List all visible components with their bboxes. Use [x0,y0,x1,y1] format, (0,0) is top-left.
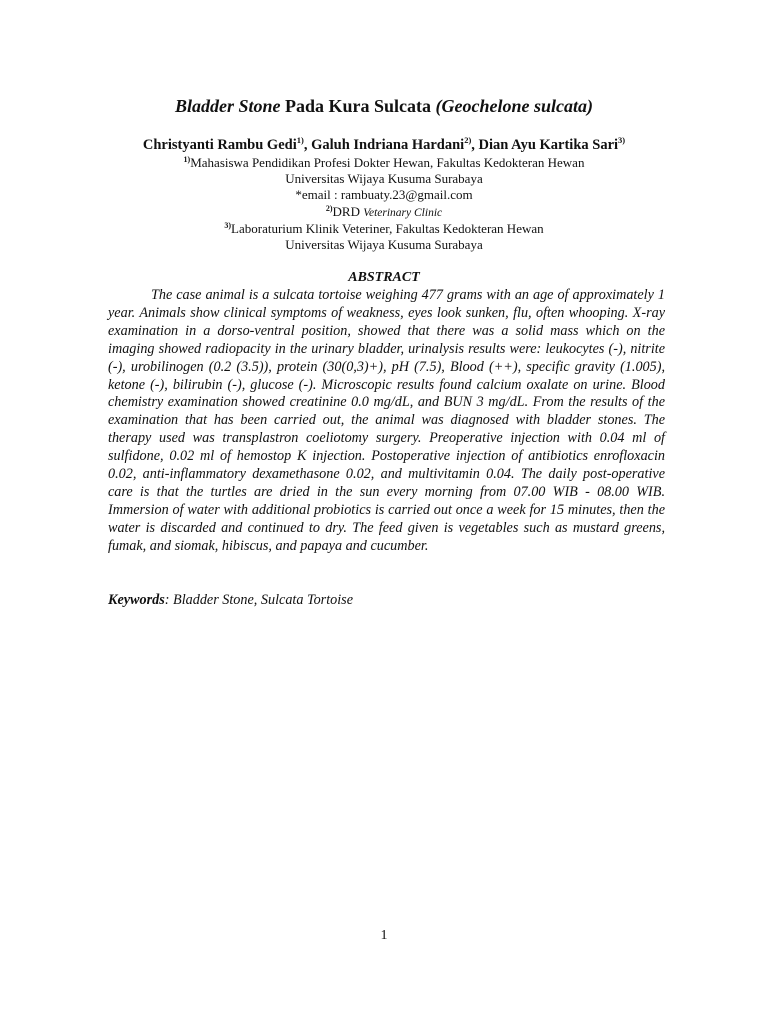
affiliation-prefix: DRD [332,204,364,219]
author-name: Dian Ayu Kartika Sari [478,137,619,153]
author-separator: , [471,137,479,153]
clinic-name: Veterinary Clinic [363,207,443,219]
abstract-heading: ABSTRACT [348,270,420,285]
author-list [0,136,768,154]
keywords-text: : Bladder Stone, Sulcata Tortoise [164,592,353,608]
affiliation-1-line-2: Universitas Wijaya Kusuma Surabaya [285,171,483,186]
title-plain-part: Pada Kura Sulcata [280,96,436,116]
paper-title [0,95,768,117]
author-affiliation-mark: 1) [296,135,304,145]
author-affiliation-mark: 2) [464,135,472,145]
affiliation-text: Mahasiswa Pendidikan Profesi Dokter Hewan, Fakultas Kedokteran Hewan [190,155,585,170]
affiliation-text: Laboraturium Klinik Veteriner, Fakultas Kedokteran Hewan [231,221,544,236]
keywords-line [108,591,665,609]
affiliation-mark: 2) [325,204,333,213]
affiliation-3-line-2: Universitas Wijaya Kusuma Surabaya [285,237,483,252]
title-species-part: (Geochelone sulcata) [435,96,593,116]
affiliation-mark: 1) [183,155,191,164]
keywords-label: Keywords [108,592,165,608]
page-number: 1 [380,928,388,943]
affiliation-1-line-1 [0,155,768,171]
author-separator: , [303,137,312,153]
author-affiliation-mark: 3) [618,135,626,145]
email-line: *email : rambuaty.23@gmail.com [295,187,473,202]
title-italic-part: Bladder Stone [174,96,281,116]
affiliation-3-line-1 [0,221,768,237]
affiliation-2 [0,204,768,221]
affiliation-mark: 3) [224,221,232,230]
author-name: Galuh Indriana Hardani [311,137,465,153]
abstract-body: The case animal is a sulcata tortoise weighing 477 grams with an age of approximately 1 year. Animals show clinical symptoms of weakness, eyes look sunken, flu, often whooping. X-ray examination in a dorso-ventral position, showed that there was a solid mass which on the imaging showed radiopacity in the urinary bladder, urinalysis results were: leukocytes (-), nitrite (-), urobilinogen (0.2 (3.5)), protein (30(0,3)+), pH (7.5), Blood (++), specific gravity (1.005), ketone (-), bilirubin (-), glucose (-). Microscopic results found calcium oxalate on urine. Blood chemistry examination showed creatinine 0.0 mg/dL, and BUN 3 mg/dL. From the results of the examination that has been carried out, the animal was diagnosed with bladder stones. The therapy used was transplastron coeliotomy surgery. Preoperative injection with 0.04 ml of sulfidone, 0.02 ml of hemostop K injection. Postoperative injection of antibiotics enrofloxacin 0.02, anti-inflammatory dexamethasone 0.02, and multivitamin 0.04. The daily post-operative care is that the turtles are dried in the sun every morning from 07.00 WIB - 08.00 WIB. Immersion of water with additional probiotics is carried out once a week for 15 minutes, then the water is discarded and continued to dry. The feed given is vegetables such as mustard greens, fumak, and siomak, hibiscus, and papaya and cucumber. [108,287,665,554]
author-name: Christyanti Rambu Gedi [142,137,297,153]
